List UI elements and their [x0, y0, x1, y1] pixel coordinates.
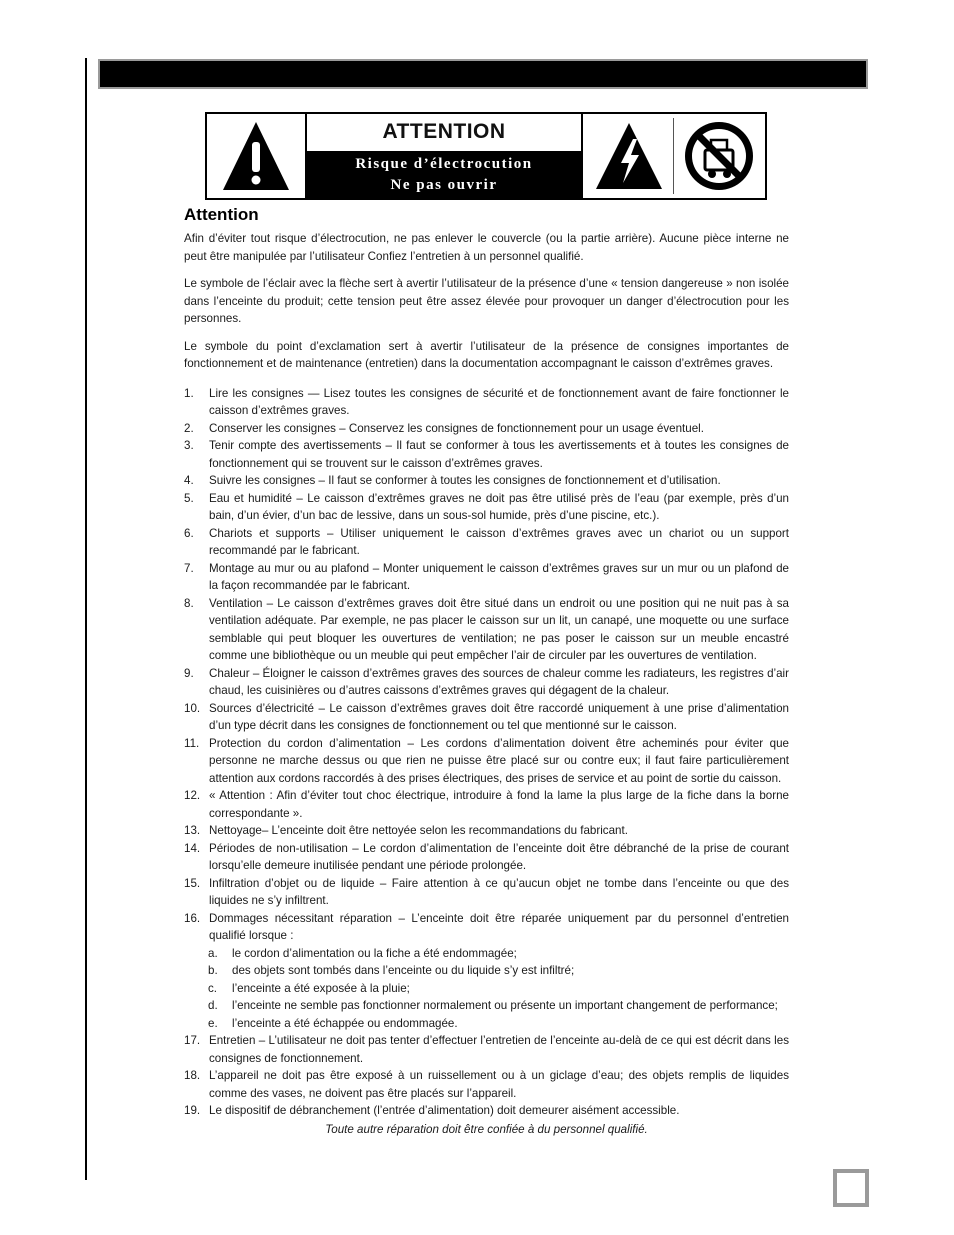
list-item: 15. Infiltration d’objet ou de liquide – Faire attention à ce qu’aucun objet ne tombe dans l’enceinte ou que des liquides ne s’y infiltrent.: [184, 876, 789, 907]
list-item: 6. Chariots et supports – Utiliser uniquement le caisson d’extrêmes graves avec un chariot ou un support recommandé par le fabricant.: [184, 526, 789, 557]
lightning-triangle-icon: [594, 121, 664, 191]
intro-paragraph-2: Le symbole de l’éclair avec la flèche sert à avertir l’utilisateur de la présence d’une « tension dangereuse » non isolée dans l’enceinte du produit; cette tension peut être assez élevée pour provoquer un danger d’électrocution pour les personnes.: [184, 277, 789, 325]
list-item: 13. Nettoyage– L’enceinte doit être nettoyée selon les recommandations du fabricant.: [184, 824, 628, 837]
list-item: 14. Périodes de non-utilisation – Le cordon d’alimentation de l’enceinte doit être débranché de la prise de courant lorsqu’elle demeure inutilisée pendant une période prolongée.: [184, 841, 789, 872]
safety-instructions-list-continued: [184, 1032, 789, 1120]
list-item: 19. Le dispositif de débranchement (l’entrée d’alimentation) doit demeurer aisément accessible.: [184, 1104, 680, 1117]
sub-list-item: e. l’enceinte a été échappée ou endommagée.: [208, 1016, 458, 1030]
warning-box-right-cell: [583, 114, 765, 198]
header-bar: [98, 59, 868, 89]
sub-list-item: d. l’enceinte ne semble pas fonctionner normalement ou présente un important changement de performance;: [208, 999, 778, 1012]
warning-line-2: Ne pas ouvrir: [390, 176, 498, 193]
warning-box: [205, 112, 767, 200]
icon-divider: [673, 118, 674, 194]
list-item: 5. Eau et humidité – Le caisson d’extrêmes graves ne doit pas être utilisé près de l’eau (par exemple, près d’un bain, d’un évier, d’un bac de lessive, dans un sous-sol humide, près d’une piscine, etc.).: [184, 491, 789, 522]
repair-conditions-sublist: [184, 945, 789, 1033]
list-item: 8. Ventilation – Le caisson d’extrêmes graves doit être situé dans un endroit ou une position qui ne nuit pas à sa ventilation adéquate. Par exemple, ne pas placer le caisson sur un lit, un canapé, une moquette ou une surface semblable qui peut bloquer les ouvertures de ventilation; ne pas poser le caisson sur un meuble encastré comme une bibliothèque ou un meuble qui peut empêcher l’air de circuler par les ouvertures de ventilation.: [184, 596, 789, 662]
sub-list-item: c. l’enceinte a été exposée à la pluie;: [208, 981, 410, 995]
list-item: 11. Protection du cordon d’alimentation – Les cordons d’alimentation doivent être acheminés pour éviter que personne ne marche dessus ou que rien ne puisse être placé sur ou contre eux; il faut faire particulièrement attention aux cordons raccordés à des prises électriques, des prises de service et au point de sortie du caisson.: [184, 736, 789, 785]
list-item: 4. Suivre les consignes – Il faut se conformer à toutes les consignes de fonctionnement et d’utilisation.: [184, 474, 721, 487]
warning-title: ATTENTION: [382, 120, 506, 143]
page-number-box: [833, 1169, 869, 1207]
closing-note: Toute autre réparation doit être confiée à du personnel qualifié.: [325, 1122, 648, 1136]
warning-box-left-cell: [207, 114, 307, 198]
list-item: 10. Sources d’électricité – Le caisson d’extrêmes graves doit être raccordé uniquement à une prise d’alimentation d’un type décrit dans les consignes de fonctionnement ou tel que mentionné sur le caisson.: [184, 701, 789, 732]
list-item: 1. Lire les consignes — Lisez toutes les consignes de sécurité et de fonctionnement avant de faire fonctionner le caisson d’extrêmes graves.: [184, 386, 789, 417]
no-disassembly-icon: [683, 120, 755, 192]
sub-list-item: a. le cordon d’alimentation ou la fiche a été endommagée;: [208, 946, 517, 960]
exclamation-triangle-icon: [221, 120, 291, 192]
intro-paragraph-1: Afin d’éviter tout risque d’électrocution, ne pas enlever le couvercle (ou la partie arrière). Aucune pièce interne ne peut être manipulée par l’utilisateur Confiez l’entretien à un personnel qualifié.: [184, 232, 789, 263]
warning-box-text-cell: [307, 114, 583, 198]
list-item: 9. Chaleur – Éloigner le caisson d’extrêmes graves des sources de chaleur comme les radiateurs, les registres d’air chaud, les cuisinières ou d’autres caissons d’extrêmes graves qui dégagent de la chaleur.: [184, 666, 789, 697]
list-item: 16. Dommages nécessitant réparation – L’enceinte doit être réparée uniquement par du personnel d’entretien qualifié lorsque :: [184, 911, 789, 942]
left-margin-rule: [85, 58, 87, 1180]
safety-instructions-list: [184, 385, 789, 945]
intro-paragraph-3: Le symbole du point d’exclamation sert à avertir l’utilisateur de la présence de consignes importantes de fonctionnement et de maintenance (entretien) dans la documentation accompagnant le caisson d’extrêmes graves.: [184, 339, 789, 370]
warning-message-panel: [307, 151, 581, 198]
section-heading: Attention: [184, 205, 259, 224]
sub-list-item: b. des objets sont tombés dans l’enceinte ou du liquide s’y est infiltré;: [208, 964, 575, 977]
list-item: 12. « Attention : Afin d’éviter tout choc électrique, introduire à fond la lame la plus large de la fiche dans la borne correspondante ».: [184, 789, 789, 820]
list-item: 17. Entretien – L’utilisateur ne doit pas tenter d’effectuer l’entretien de l’enceinte au-delà de ce qui est décrit dans les consignes de fonctionnement.: [184, 1034, 789, 1065]
warning-line-1: Risque d’électrocution: [355, 155, 533, 172]
document-content: [184, 204, 789, 1138]
list-item: 3. Tenir compte des avertissements – Il faut se conformer à tous les avertissements et à toutes les consignes de fonctionnement qui se trouvent sur le caisson d’extrêmes graves.: [184, 439, 789, 470]
list-item: 7. Montage au mur ou au plafond – Monter uniquement le caisson d’extrêmes graves sur un mur ou un plafond de la façon recommandée par le fabricant.: [184, 561, 789, 592]
list-item: 18. L’appareil ne doit pas être exposé à un ruissellement ou à un giclage d’eau; des objets remplis de liquides comme des vases, ne doivent pas être placés sur l’appareil.: [184, 1069, 789, 1100]
list-item: 2. Conserver les consignes – Conservez les consignes de fonctionnement pour un usage éventuel.: [184, 421, 704, 435]
